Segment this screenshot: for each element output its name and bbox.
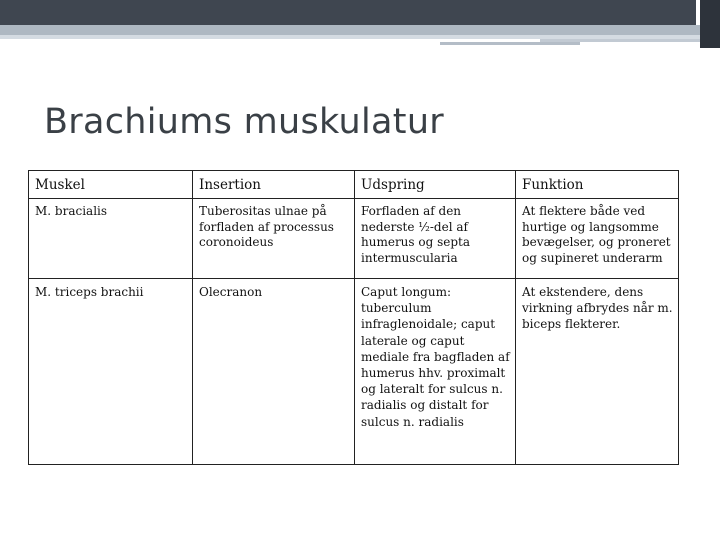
cell-muskel: M. triceps brachii [29,279,193,465]
table-header-row [29,171,679,199]
cell-udspring: Caput longum: tuberculum infraglenoidale; caput laterale og caput mediale fra bagfladen af humerus hhv. proximalt og lateralt for sulcus n. radialis og distalt for sulcus n. radialis [355,279,516,465]
header-funktion: Funktion [516,171,679,199]
table-row [29,199,679,279]
header-muskel: Muskel [29,171,193,199]
cell-udspring: Forfladen af den nederste ½-del af humerus og septa intermuscularia [355,199,516,279]
cell-insertion: Tuberositas ulnae på forfladen af processus coronoideus [193,199,355,279]
band-end-block [700,0,720,48]
slide-title: Brachiums muskulatur [44,102,444,142]
cell-muskel: M. bracialis [29,199,193,279]
cell-funktion: At flektere både ved hurtige og langsomme bevægelser, og proneret og supineret underarm [516,199,679,279]
cell-insertion: Olecranon [193,279,355,465]
table-row [29,279,679,465]
header-udspring: Udspring [355,171,516,199]
cell-funktion: At ekstendere, dens virkning afbrydes når m. biceps flekterer. [516,279,679,465]
band-accent-stripe [440,42,580,45]
band-light-stripe [0,25,700,35]
muscle-table [28,170,679,465]
header-insertion: Insertion [193,171,355,199]
band-dark-stripe [0,0,696,25]
top-decorative-band [0,0,720,48]
